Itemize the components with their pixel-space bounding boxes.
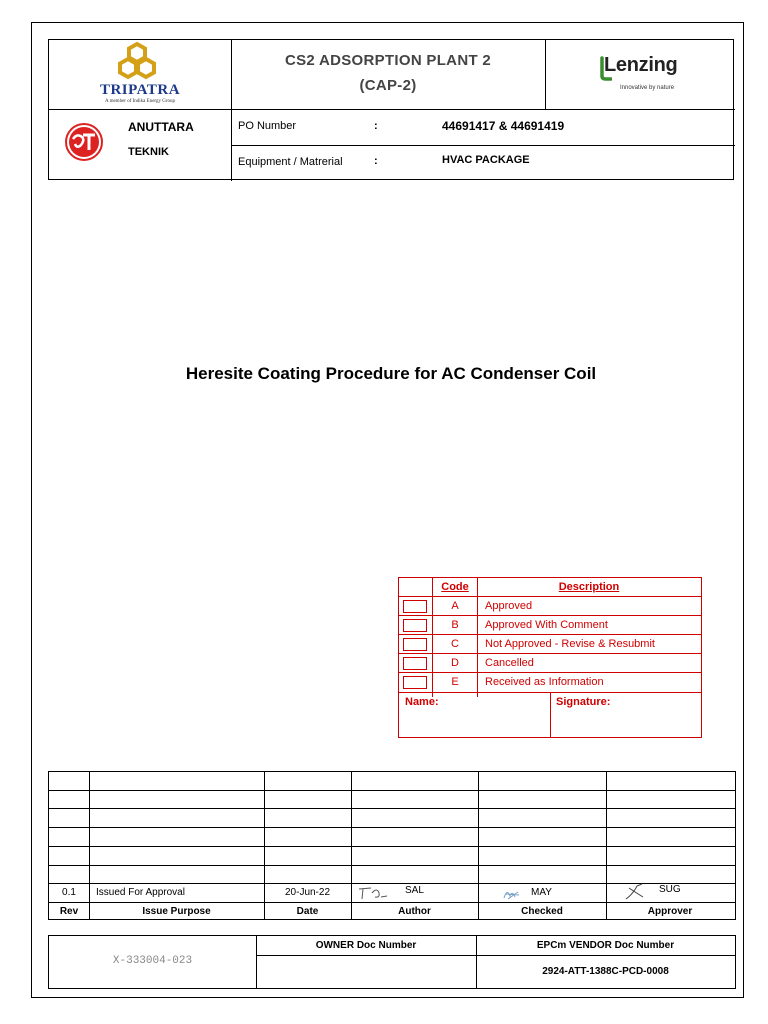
po-label: PO Number [238,120,297,132]
company-name-line2: TEKNIK [128,146,169,158]
approval-stamp-table [398,577,702,738]
document-title: Heresite Coating Procedure for AC Condenser Coil [185,364,597,383]
company-name-line1: ANUTTARA [128,120,194,134]
rev-author: SAL [405,885,424,896]
tripatra-name: TRIPATRA [99,82,181,98]
vendor-doc-value: 2924-ATT-1388C-PCD-0008 [542,966,669,977]
rev-number: 0.1 [62,887,76,898]
approval-checkbox-e[interactable] [403,676,427,689]
rev-header-rev: Rev [59,906,79,917]
equipment-label: Equipment / Matrerial [238,156,343,168]
approval-name-label: Name: [405,696,439,708]
approval-checkbox-a[interactable] [403,600,427,613]
approval-desc-c: Not Approved - Revise & Resubmit [485,638,655,650]
doc-code: X-333004-023 [112,955,193,967]
approval-code-a: A [451,600,459,612]
approval-description-header: Description [558,581,620,593]
po-value: 44691417 & 44691419 [442,119,565,133]
rev-header-checked: Checked [521,906,563,917]
approval-desc-e: Received as Information [485,676,604,688]
approval-checkbox-d[interactable] [403,657,427,670]
approval-code-e: E [451,676,459,688]
equipment-value: HVAC PACKAGE [442,154,530,166]
equipment-colon: : [374,155,378,167]
approval-code-header: Code [441,581,469,593]
approval-code-b: B [451,619,459,631]
approval-signature-label: Signature: [556,696,611,708]
revision-table [48,771,736,920]
rev-checked: MAY [531,887,552,898]
anuttara-logo [64,122,104,162]
rev-approver: SUG [659,884,681,895]
owner-doc-label: OWNER Doc Number [315,940,417,951]
rev-header-author: Author [398,906,431,917]
rev-purpose: Issued For Approval [96,887,185,898]
tripatra-tagline: A member of Indika Energy Group [104,99,176,104]
project-title-line2: (CAP-2) [359,77,417,94]
doc-number-table [48,935,736,989]
approval-checkbox-b[interactable] [403,619,427,632]
po-colon: : [374,120,378,132]
approval-checkbox-c[interactable] [403,638,427,651]
rev-header-date: Date [296,906,319,917]
approver-signature-icon [623,882,647,907]
author-signature-icon [357,885,391,906]
approval-code-d: D [451,657,459,669]
approval-desc-a: Approved [485,600,533,612]
lenzing-tagline: Innovative by nature [620,85,675,91]
rev-header-approver: Approver [647,906,693,917]
rev-header-purpose: Issue Purpose [142,906,211,917]
lenzing-name: Lenzing [604,54,678,76]
anuttara-logo-icon [64,122,104,162]
approval-code-c: C [451,638,459,650]
vendor-doc-label: EPCm VENDOR Doc Number [536,940,675,951]
project-title-line1: CS2 ADSORPTION PLANT 2 [284,52,492,69]
checker-signature-icon [501,886,523,907]
lenzing-logo [598,54,698,94]
rev-date: 20-Jun-22 [284,887,331,898]
approval-desc-d: Cancelled [485,657,534,669]
approval-desc-b: Approved With Comment [485,619,608,631]
